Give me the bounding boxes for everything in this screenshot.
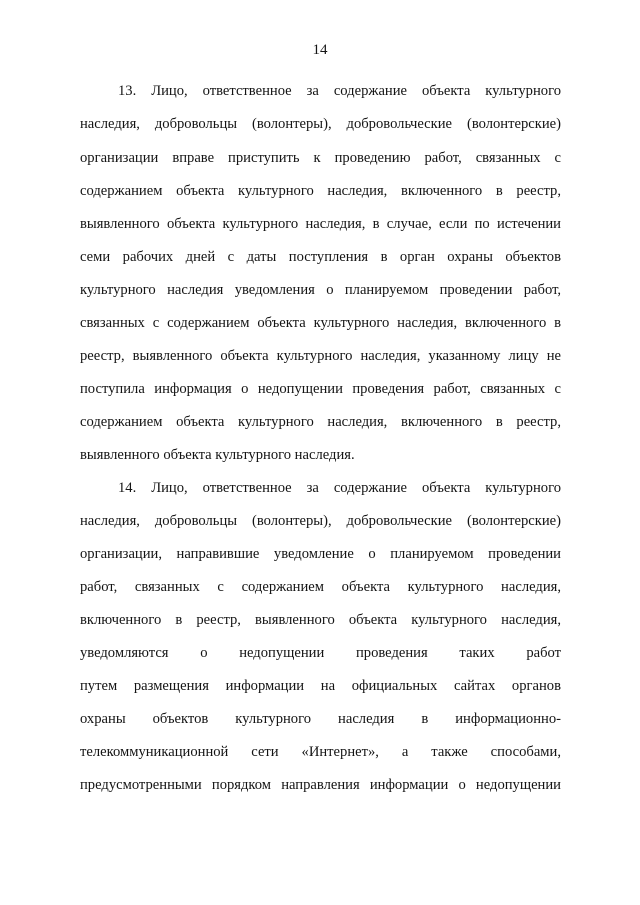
paragraph-13-last-line: выявленного объекта культурного наследия. <box>80 447 355 463</box>
paragraph-14-line: включенного в реестр, выявленного объекта культурного наследия, <box>80 612 561 628</box>
paragraph-13-line: содержанием объекта культурного наследия, включенного в реестр, <box>80 183 561 199</box>
paragraph-14-line: наследия, добровольцы (волонтеры), добровольческие (волонтерские) <box>80 513 561 529</box>
paragraph-13-line: поступила информация о недопущении проведения работ, связанных с <box>80 381 561 397</box>
paragraph-14-line: работ, связанных с содержанием объекта культурного наследия, <box>80 579 561 595</box>
paragraph-13-line: наследия, добровольцы (волонтеры), добровольческие (волонтерские) <box>80 116 561 132</box>
paragraph-13-line: культурного наследия уведомления о планируемом проведении работ, <box>80 282 561 298</box>
page-number: 14 <box>312 42 328 58</box>
paragraph-13-line: организации вправе приступить к проведению работ, связанных с <box>80 150 561 166</box>
paragraph-13-line: выявленного объекта культурного наследия, в случае, если по истечении <box>80 216 561 232</box>
paragraph-13-line: содержанием объекта культурного наследия, включенного в реестр, <box>80 414 561 430</box>
paragraph-13-line: связанных с содержанием объекта культурного наследия, включенного в <box>80 315 561 331</box>
paragraph-13-line: семи рабочих дней с даты поступления в орган охраны объектов <box>80 249 561 265</box>
paragraph-14-line: уведомляются о недопущении проведения таких работ <box>80 645 561 661</box>
paragraph-14-line: путем размещения информации на официальных сайтах органов <box>80 678 561 694</box>
paragraph-13-line: 13. Лицо, ответственное за содержание объекта культурного <box>118 83 561 99</box>
paragraph-14-line: предусмотренными порядком направления информации о недопущении <box>80 777 561 793</box>
paragraph-13-line: реестр, выявленного объекта культурного наследия, указанному лицу не <box>80 348 561 364</box>
paragraph-14-line: организации, направившие уведомление о планируемом проведении <box>80 546 561 562</box>
paragraph-14-line: охраны объектов культурного наследия в информационно- <box>80 711 561 727</box>
paragraph-14-line: 14. Лицо, ответственное за содержание объекта культурного <box>118 480 561 496</box>
paragraph-14-line: телекоммуникационной сети «Интернет», а также способами, <box>80 744 561 760</box>
